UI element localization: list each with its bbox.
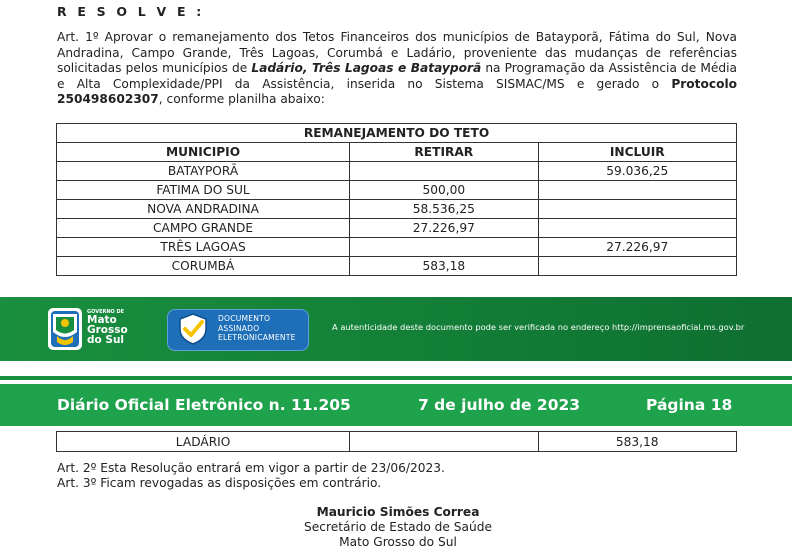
teto-table [56,123,737,276]
table-title: REMANEJAMENTO DO TETO [57,124,737,143]
table-row: TRÊS LAGOAS 27.226,97 [57,238,737,257]
signatory-state: Mato Grosso do Sul [339,535,457,549]
signatory-role: Secretário de Estado de Saúde [304,520,492,534]
table-row: BATAYPORÃ 59.036,25 [57,162,737,181]
table-row: CORUMBÁ 583,18 [57,257,737,276]
article-2: Art. 2º Esta Resolução entrará em vigor a partir de 23/06/2023. [57,461,445,475]
table-row: LADÁRIO 583,18 [57,432,737,452]
article-1-paragraph: Art. 1º Aprovar o remanejamento dos Tetos Financeiros dos municípios de Batayporã, Fátima do Sul, Nova Andradina, Campo Grande, Três Lagoas, Corumbá e Ladário, proveniente das mudanças de referências solicitadas pelos municípios de Ladário, Três Lagoas e Batayporã na Programação da Assistência de Média e Alta Complexidade/PPI da Assistência, inserida no Sistema SISMAC/MS e gerado o Protocolo 250498602307, conforme planilha abaixo: [57,30,737,107]
badge-label: DOCUMENTO ASSINADO ELETRONICAMENTE [218,314,296,342]
publication-title: Diário Oficial Eletrônico n. 11.205 [57,396,351,414]
article-3: Art. 3º Ficam revogadas as disposições em contrário. [57,476,382,490]
page-number: Página 18 [646,396,733,414]
signatory-name: Mauricio Simões Correa [316,505,480,519]
col-header-retirar: RETIRAR [350,143,538,162]
publication-date: 7 de julho de 2023 [418,396,581,414]
municipalities-emphasis: Ladário, Três Lagoas e Batayporã [251,61,482,76]
col-header-municipio: MUNICIPIO [57,143,350,162]
resolve-heading: R E S O L V E : [57,4,205,19]
logo-text: GOVERNO DE Mato Grosso do Sul [87,309,128,346]
authenticity-note: A autenticidade deste documento pode ser verificada no endereço http://imprensaoficial.ms.gov.br [332,322,745,332]
table-row: CAMPO GRANDE 27.226,97 [57,219,737,238]
journal-header [0,384,792,426]
protocol-number: Protocolo 250498602307 [57,76,737,107]
table-row: NOVA ANDRADINA 58.536,25 [57,200,737,219]
signature-check-icon [174,312,212,346]
col-header-incluir: INCLUIR [538,143,736,162]
teto-table-continued [56,431,737,452]
header-top-strip [0,376,792,380]
table-row: FATIMA DO SUL 500,00 [57,181,737,200]
